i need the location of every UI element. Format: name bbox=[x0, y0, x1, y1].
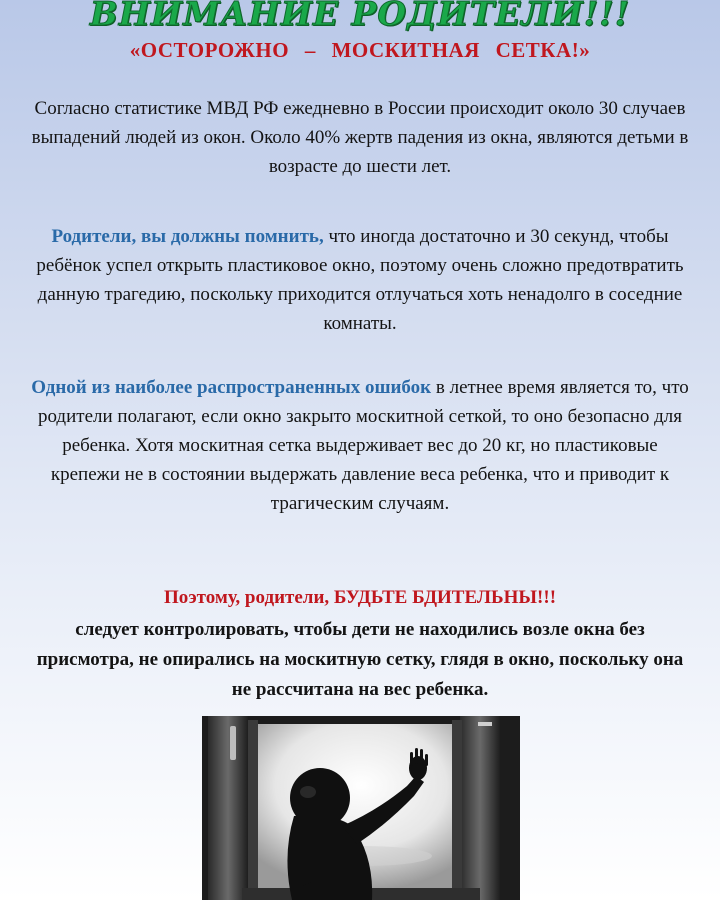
page-title: ВНИМАНИЕ РОДИТЕЛИ!!! bbox=[89, 0, 631, 33]
reminder-highlight: Родители, вы должны помнить, bbox=[51, 226, 324, 247]
reminder-text: что иногда достаточно и 30 секунд, чтобы ребёнок успел открыть пластиковое окно, поэтому очень сложно предотвратить данную трагедию, поскольку приходится отлучаться хоть ненадолго в соседние комнаты. bbox=[36, 226, 684, 334]
mistake-paragraph bbox=[30, 373, 690, 518]
reminder-paragraph bbox=[30, 222, 690, 338]
page-subtitle: «ОСТОРОЖНО – МОСКИТНАЯ СЕТКА!» bbox=[129, 38, 591, 62]
statistics-paragraph: Согласно статистике МВД РФ ежедневно в России происходит около 30 случаев выпадений людей из окон. Около 40% жертв падения из окна, являются детьми в возрасте до шести лет. bbox=[31, 98, 689, 177]
warning-heading: Поэтому, родители, БУДЬТЕ БДИТЕЛЬНЫ!!! bbox=[163, 587, 557, 608]
warning-text: следует контролировать, чтобы дети не находились возле окна без присмотра, не опирались на москитную сетку, глядя в окно, поскольку она не рассчитана на вес ребенка. bbox=[36, 619, 684, 700]
child-at-window-image bbox=[202, 716, 520, 900]
mistake-highlight: Одной из наиболее распространенных ошибок bbox=[31, 377, 432, 398]
mistake-text: в летнее время является то, что родители полагают, если окно закрыто москитной сеткой, то оно безопасно для ребенка. Хотя москитная сетка выдерживает вес до 20 кг, но пластиковые крепежи не в состоянии выдержать давление веса ребенка, что и приводит к трагическим случаям. bbox=[37, 377, 689, 514]
